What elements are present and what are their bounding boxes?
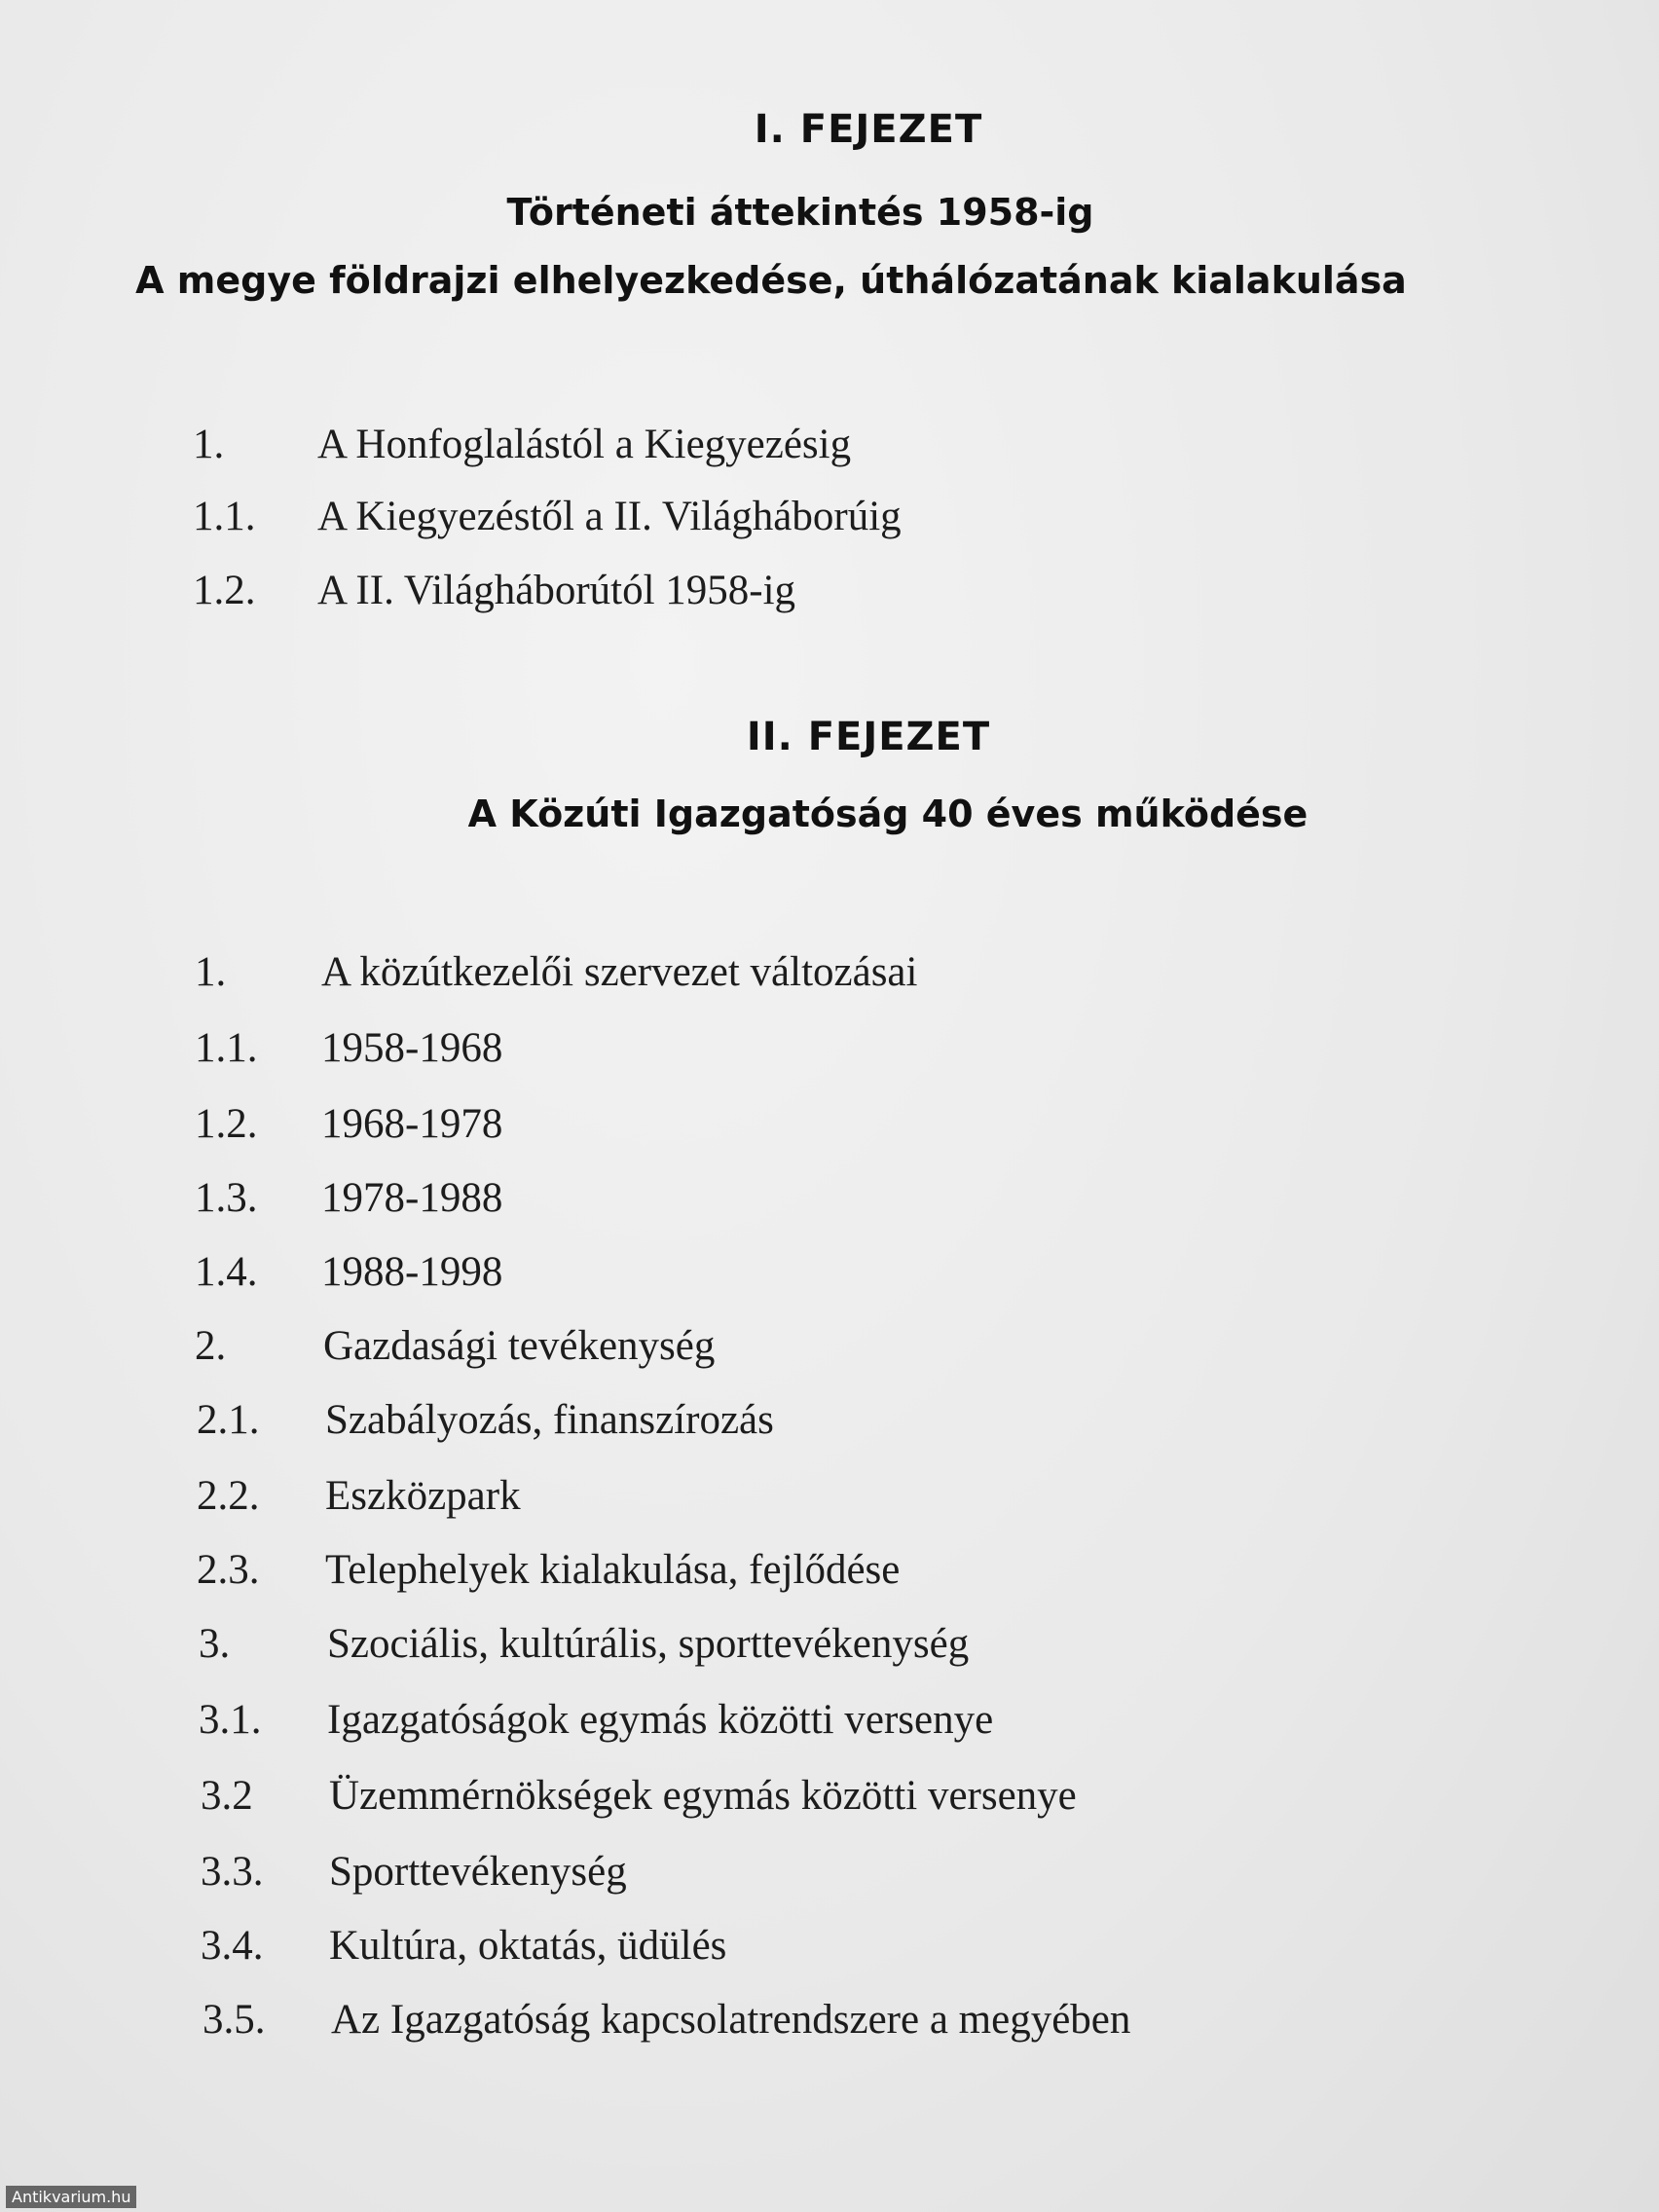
toc-entry-number: 3.3. [201, 1849, 264, 1895]
toc-entry-text: Telephelyek kialakulása, fejlődése [325, 1547, 901, 1593]
toc-entry-text: Kultúra, oktatás, üdülés [329, 1923, 727, 1969]
toc-entry-number: 1.2. [193, 568, 256, 613]
toc-entry-text: A Honfoglalástól a Kiegyezésig [317, 422, 852, 467]
watermark: Antikvarium.hu [6, 2186, 136, 2208]
toc-entry-text: Sporttevékenység [329, 1849, 627, 1895]
toc-entry-text: Az Igazgatóság kapcsolatrendszere a megyében [331, 1997, 1131, 2043]
chapter-1-title: I. FEJEZET [754, 107, 983, 152]
toc-entry-text: 1968-1978 [321, 1101, 503, 1147]
toc-entry-text: Eszközpark [325, 1473, 521, 1519]
toc-entry-number: 2.3. [197, 1547, 260, 1593]
toc-entry-number: 1.3. [195, 1175, 258, 1221]
toc-entry-text: A közútkezelői szervezet változásai [321, 949, 918, 995]
toc-entry-text: Igazgatóságok egymás közötti versenye [327, 1697, 994, 1743]
toc-entry-text: 1958-1968 [321, 1025, 503, 1071]
toc-entry-text: 1978-1988 [321, 1175, 503, 1221]
toc-entry-number: 3.5. [203, 1997, 266, 2043]
toc-entry-number: 1. [195, 949, 227, 995]
toc-entry-number: 1.1. [193, 494, 256, 539]
chapter-2-title: II. FEJEZET [746, 715, 991, 759]
toc-entry-text: Szabályozás, finanszírozás [325, 1397, 774, 1443]
toc-entry-number: 1.1. [195, 1025, 258, 1071]
toc-entry-text: A II. Világháborútól 1958-ig [317, 568, 796, 613]
toc-entry-number: 3.4. [201, 1923, 264, 1969]
toc-entry-text: Üzemmérnökségek egymás közötti versenye [329, 1773, 1077, 1819]
chapter-2-subtitle: A Közúti Igazgatóság 40 éves működése [467, 793, 1309, 835]
toc-entry-text: 1988-1998 [321, 1249, 503, 1295]
toc-entry-number: 3.1. [199, 1697, 262, 1743]
chapter-1-subtitle: Történeti áttekintés 1958-ig [506, 191, 1094, 234]
toc-entry-number: 3.2 [201, 1773, 253, 1819]
toc-entry-number: 2. [195, 1323, 227, 1369]
toc-entry-number: 1.4. [195, 1249, 258, 1295]
toc-entry-number: 1. [193, 422, 225, 467]
toc-entry-number: 2.2. [197, 1473, 260, 1519]
toc-entry-number: 3. [199, 1621, 231, 1667]
toc-entry-text: A Kiegyezéstől a II. Világháborúig [317, 494, 902, 539]
toc-entry-text: Gazdasági tevékenység [323, 1323, 716, 1369]
toc-entry-text: Szociális, kultúrális, sporttevékenység [327, 1621, 970, 1667]
toc-entry-number: 1.2. [195, 1101, 258, 1147]
toc-entry-number: 2.1. [197, 1397, 260, 1443]
chapter-1-subtitle-2: A megye földrajzi elhelyezkedése, úthálózatának kialakulása [135, 259, 1407, 302]
